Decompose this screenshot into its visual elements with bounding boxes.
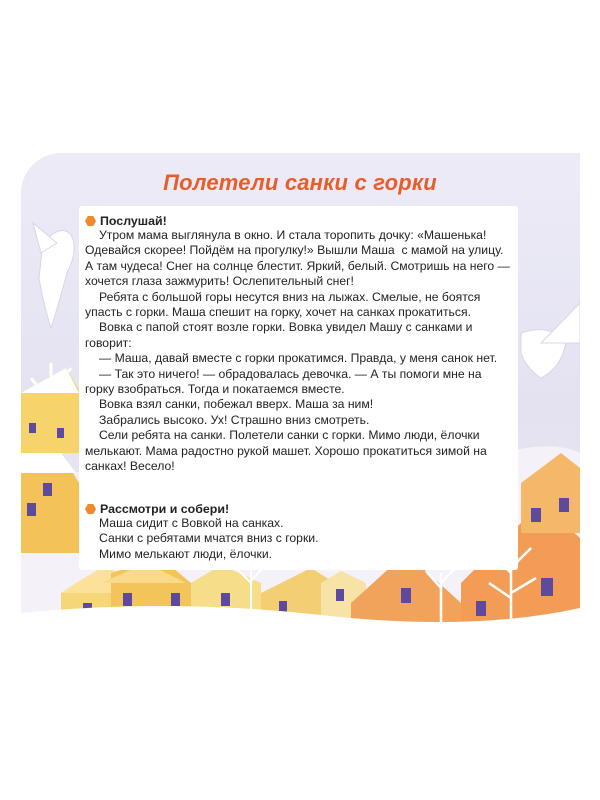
story-paragraph: — Так это ничего! — обрадовалась девочка. — А ты помоги мне на горку взобраться. Тогда и покатаемся вместе. <box>85 366 485 397</box>
look-line: Маша сидит с Вовкой на санках. <box>99 516 284 530</box>
listen-section <box>85 214 513 475</box>
listen-heading-text: Послушай! <box>100 214 167 228</box>
look-section <box>85 502 513 562</box>
story-paragraph: — Маша, давай вместе с горки прокатимся. Правда, у меня санок нет. <box>99 351 498 366</box>
story-paragraph: Утром мама выглянула в окно. И стала торопить дочку: «Машенька! Одевайся скорее! Пойдём на прогулку!» Вышли Маша с мамой на улицу. А там чудеса! Снег на солнце блестит. Яркий, белый. Смотришь на него — хочется глаза зажмурить! Ослепительный снег! <box>85 228 514 289</box>
story-paragraph: Вовка взял санки, побежал вверх. Маша за ним! <box>99 397 374 412</box>
story-panel <box>79 206 518 570</box>
story-paragraph: Вовка с папой стоят возле горки. Вовка увидел Машу с санками и говорит: <box>85 320 476 350</box>
hexagon-bullet-icon <box>85 216 96 227</box>
bird-right-illustration <box>521 303 580 378</box>
look-heading-text: Рассмотри и собери! <box>100 502 230 516</box>
look-line: Санки с ребятами мчатся вниз с горки. <box>99 531 319 546</box>
story-paragraph: Забрались высоко. Ух! Страшно вниз смотреть. <box>99 412 370 427</box>
look-line: Мимо мелькают люди, ёлочки. <box>99 546 273 561</box>
house-left-bottom <box>21 453 79 553</box>
listen-heading <box>85 214 513 228</box>
page-title: Полетели санки с горки <box>163 170 437 195</box>
house-left-top <box>21 368 81 453</box>
hexagon-bullet-icon <box>85 504 96 515</box>
look-heading <box>85 502 513 516</box>
story-paragraph: Ребята с большой горы несутся вниз на лыжах. Смелые, не боятся упасть с горки. Маша спешит на горку, хочет на санках прокатиться. <box>85 289 484 320</box>
bird-left-illustration <box>33 223 74 328</box>
story-paragraph: Сели ребята на санки. Полетели санки с горки. Мимо люди, ёлочки мелькают. Мама радостно рукой машет. Хорошо прокатиться зимой на санках! Весело! <box>85 428 491 474</box>
